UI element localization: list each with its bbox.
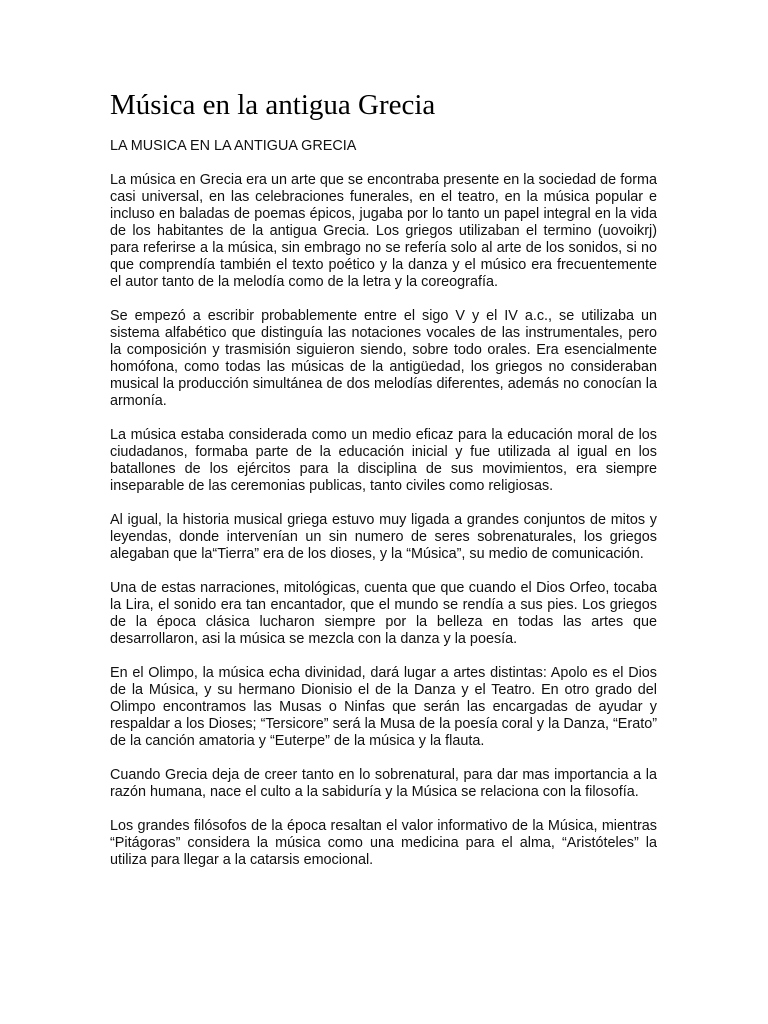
paragraph-6: En el Olimpo, la música echa divinidad, dará lugar a artes distintas: Apolo es el Dios de la Música, y su hermano Dionisio el de la Danza y el Teatro. En otro grado del Olimpo encontramos las Musas o Ninfas que serán las encargadas de ayudar y respaldar a los Dioses; “Tersicore” será la Musa de la poesía coral y la Danza, “Erato” de la canción amatoria y “Euterpe” de la música y la flauta. <box>110 665 657 749</box>
paragraph-5: Una de estas narraciones, mitológicas, cuenta que que cuando el Dios Orfeo, tocaba la Lira, el sonido era tan encantador, que el mundo se rendía a sus pies. Los griegos de la época clásica lucharon siempre por la belleza en todas las artes que desarrollaron, asi la música se mezcla con la danza y la poesía. <box>110 580 657 647</box>
paragraph-3: La música estaba considerada como un medio eficaz para la educación moral de los ciudadanos, formaba parte de la educación inicial y fue utilizada al igual en los batallones de los ejércitos para la disciplina de sus movimientos, era siempre inseparable de las ceremonias publicas, tanto civiles como religiosas. <box>110 427 657 494</box>
paragraph-4: Al igual, la historia musical griega estuvo muy ligada a grandes conjuntos de mitos y leyendas, donde intervenían un sin numero de seres sobrenaturales, los griegos alegaban que la“Tierra” era de los dioses, y la “Música”, su medio de comunicación. <box>110 512 657 562</box>
paragraph-8: Los grandes filósofos de la época resaltan el valor informativo de la Música, mientras “Pitágoras” considera la música como una medicina para el alma, “Aristóteles” la utiliza para llegar a la catarsis emocional. <box>110 818 657 868</box>
paragraph-2: Se empezó a escribir probablemente entre el sigo V y el IV a.c., se utilizaba un sistema alfabético que distinguía las notaciones vocales de las instrumentales, pero la composición y trasmisión siguieron siendo, sobre todo orales. Era esencialmente homófona, como todas las músicas de la antigüedad, los griegos no consideraban musical la producción simultánea de dos melodías diferentes, además no conocían la armonía. <box>110 308 657 409</box>
document-page <box>110 88 657 886</box>
paragraph-1: La música en Grecia era un arte que se encontraba presente en la sociedad de forma casi universal, en las celebraciones funerales, en el teatro, en la música popular e incluso en baladas de poemas épicos, jugaba por lo tanto un papel integral en la vida de los habitantes de la antigua Grecia. Los griegos utilizaban el termino (uovoikrj) para referirse a la música, sin embrago no se refería solo al arte de los sonidos, si no que comprendía también el texto poético y la danza y el músico era frecuentemente el autor tanto de la melodía como de la letra y la coreografía. <box>110 172 657 290</box>
document-subtitle: LA MUSICA EN LA ANTIGUA GRECIA <box>110 138 357 154</box>
document-title: Música en la antigua Grecia <box>110 89 436 121</box>
paragraph-7: Cuando Grecia deja de creer tanto en lo sobrenatural, para dar mas importancia a la razón humana, nace el culto a la sabiduría y la Música se relaciona con la filosofía. <box>110 767 657 800</box>
